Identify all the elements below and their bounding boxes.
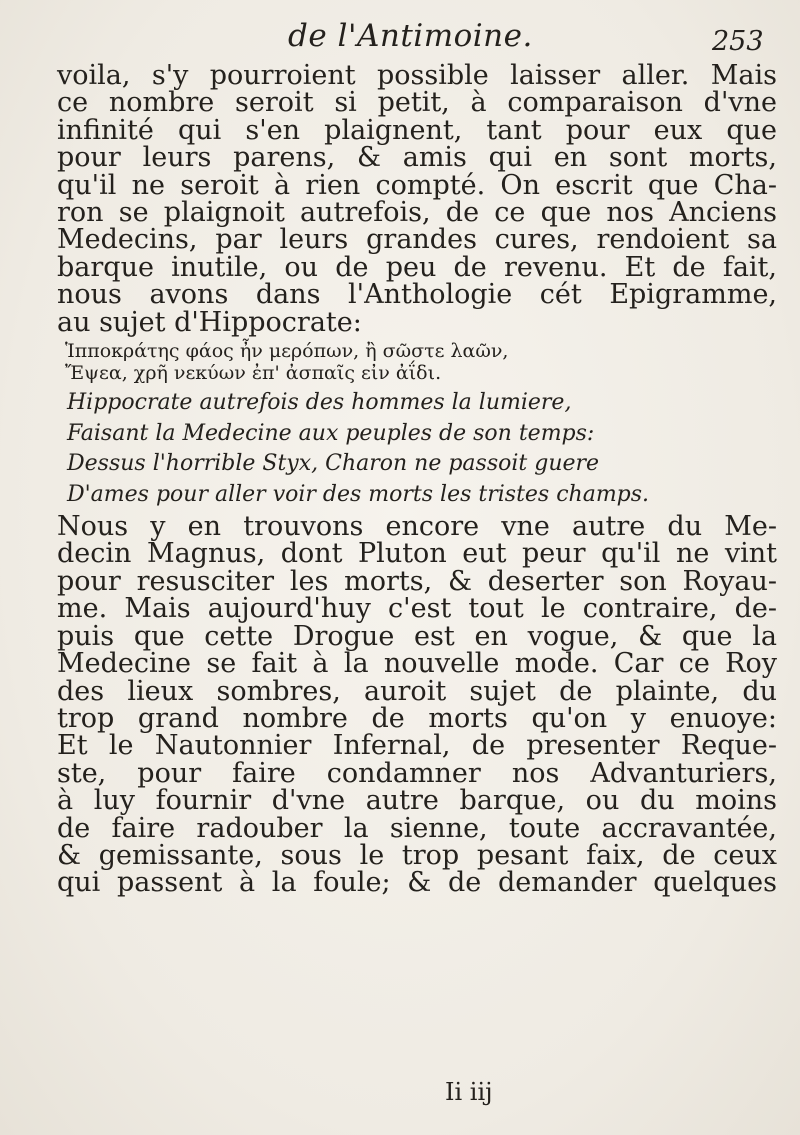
text-line: trop grand nombre de morts qu'on y enuoye: — [57, 702, 777, 734]
verse-line: D'ames pour aller voir des morts les tristes champs. — [67, 481, 650, 507]
text-line: au sujet d'Hippocrate: — [57, 306, 362, 338]
greek-epigram — [57, 340, 777, 384]
running-head: de l'Antimoine. — [288, 18, 533, 54]
text-line: puis que cette Drogue est en vogue, & que la — [57, 620, 777, 652]
text-line: Medecine se fait à la nouvelle mode. Car ce Roy — [57, 648, 777, 680]
signature-mark: Ii iij — [445, 1078, 493, 1106]
text-line: de faire radouber la sienne, toute accravantée, — [57, 812, 777, 844]
text-line: à luy fournir d'vne autre barque, ou du moins — [57, 785, 777, 817]
greek-line: Ἔψεα, χρῆ νεκύων ἐπ' ἀσπαῖς εἰν ἀΐδι. — [65, 362, 442, 385]
text-line: nous avons dans l'Anthologie cét Epigramme, — [57, 279, 777, 311]
body-text — [57, 62, 777, 897]
page-header — [0, 18, 800, 58]
text-line: voila, s'y pourroient possible laisser aller. Mais — [57, 60, 777, 91]
text-line: pour resusciter les morts, & deserter son Royau- — [57, 565, 777, 597]
text-line: decin Magnus, dont Pluton eut peur qu'il ne vint — [57, 538, 777, 570]
verse-line: Faisant la Medecine aux peuples de son temps: — [67, 420, 595, 446]
text-line: pour leurs parens, & amis qui en sont morts, — [57, 142, 777, 174]
text-line: qu'il ne seroit à rien compté. On escrit que Cha- — [57, 169, 777, 201]
greek-line: Ἱπποκράτης φάος ἦν μερόπων, ἢ σῶστε λαῶν, — [65, 340, 509, 363]
text-line: ce nombre seroit si petit, à comparaison d'vne — [57, 87, 777, 119]
text-line: qui passent à la foule; & de demander quelques — [57, 867, 777, 899]
paragraph-1 — [57, 62, 777, 336]
text-line: Et le Nautonnier Infernal, de presenter Reque- — [57, 730, 777, 762]
verse-line: Hippocrate autrefois des hommes la lumiere, — [67, 390, 572, 416]
text-line: ste, pour faire condamner nos Advanturiers, — [57, 757, 777, 789]
verse-line: Dessus l'horrible Styx, Charon ne passoit guere — [67, 451, 600, 477]
text-line: infinité qui s'en plaignent, tant pour eux que — [57, 114, 777, 146]
text-line: des lieux sombres, auroit sujet de plainte, du — [57, 675, 777, 707]
text-line: barque inutile, ou de peu de revenu. Et de fait, — [57, 251, 777, 283]
text-line: ron se plaignoit autrefois, de ce que nos Anciens — [57, 197, 777, 229]
page-number: 253 — [712, 26, 764, 57]
french-verse — [57, 388, 777, 510]
text-line: Nous y en trouvons encore vne autre du Me- — [57, 511, 777, 543]
text-line: me. Mais aujourd'huy c'est tout le contraire, de- — [57, 593, 777, 625]
text-line: Medecins, par leurs grandes cures, rendoient sa — [57, 224, 777, 256]
paragraph-2 — [57, 513, 777, 897]
text-line: & gemissante, sous le trop pesant faix, de ceux — [57, 839, 777, 871]
